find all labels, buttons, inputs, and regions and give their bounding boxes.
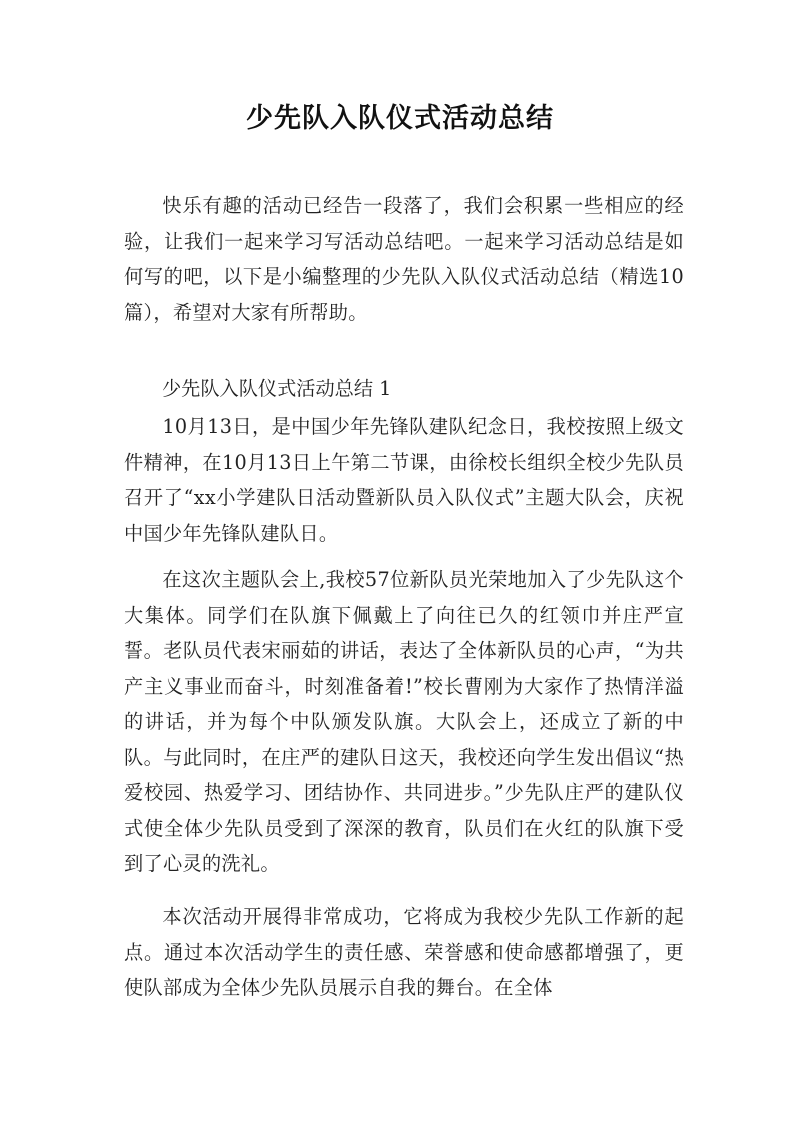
document-title: 少先队入队仪式活动总结 xyxy=(246,103,554,134)
body-paragraph-3: 本次活动开展得非常成功，它将成为我校少先队工作新的起点。通过本次活动学生的责任感、荣誉感和使命感都增强了，更使队部成为全体少先队员展示自我的舞台。在全体 xyxy=(124,905,684,999)
intro-paragraph: 快乐有趣的活动已经告一段落了，我们会积累一些相应的经验，让我们一起来学习写活动总结吧。一起来学习活动总结是如何写的吧，以下是小编整理的少先队入队仪式活动总结（精选10篇），希望对大家有所帮助。 xyxy=(124,194,684,324)
body-paragraph-1: 10月13日，是中国少年先锋队建队纪念日，我校按照上级文件精神，在10月13日上午第二节课，由徐校长组织全校少先队员召开了“xx小学建队日活动暨新队员入队仪式”主题大队会，庆祝中国少年先锋队建队日。 xyxy=(124,415,684,545)
section-heading: 少先队入队仪式活动总结 1 xyxy=(162,377,392,400)
body-paragraph-2: 在这次主题队会上,我校57位新队员光荣地加入了少先队这个大集体。同学们在队旗下佩戴上了向往已久的红领巾并庄严宣誓。老队员代表宋丽茹的讲话，表达了全体新队员的心声，“为共产主义事业而奋斗，时刻准备着!”校长曹刚为大家作了热情洋溢的讲话，并为每个中队颁发队旗。大队会上，还成立了新的中队。与此同时，在庄严的建队日这天，我校还向学生发出倡议“热爱校园、热爱学习、团结协作、共同进步。”少先队庄严的建队仪式使全体少先队员受到了深深的教育，队员们在火红的队旗下受到了心灵的洗礼。 xyxy=(124,568,684,875)
